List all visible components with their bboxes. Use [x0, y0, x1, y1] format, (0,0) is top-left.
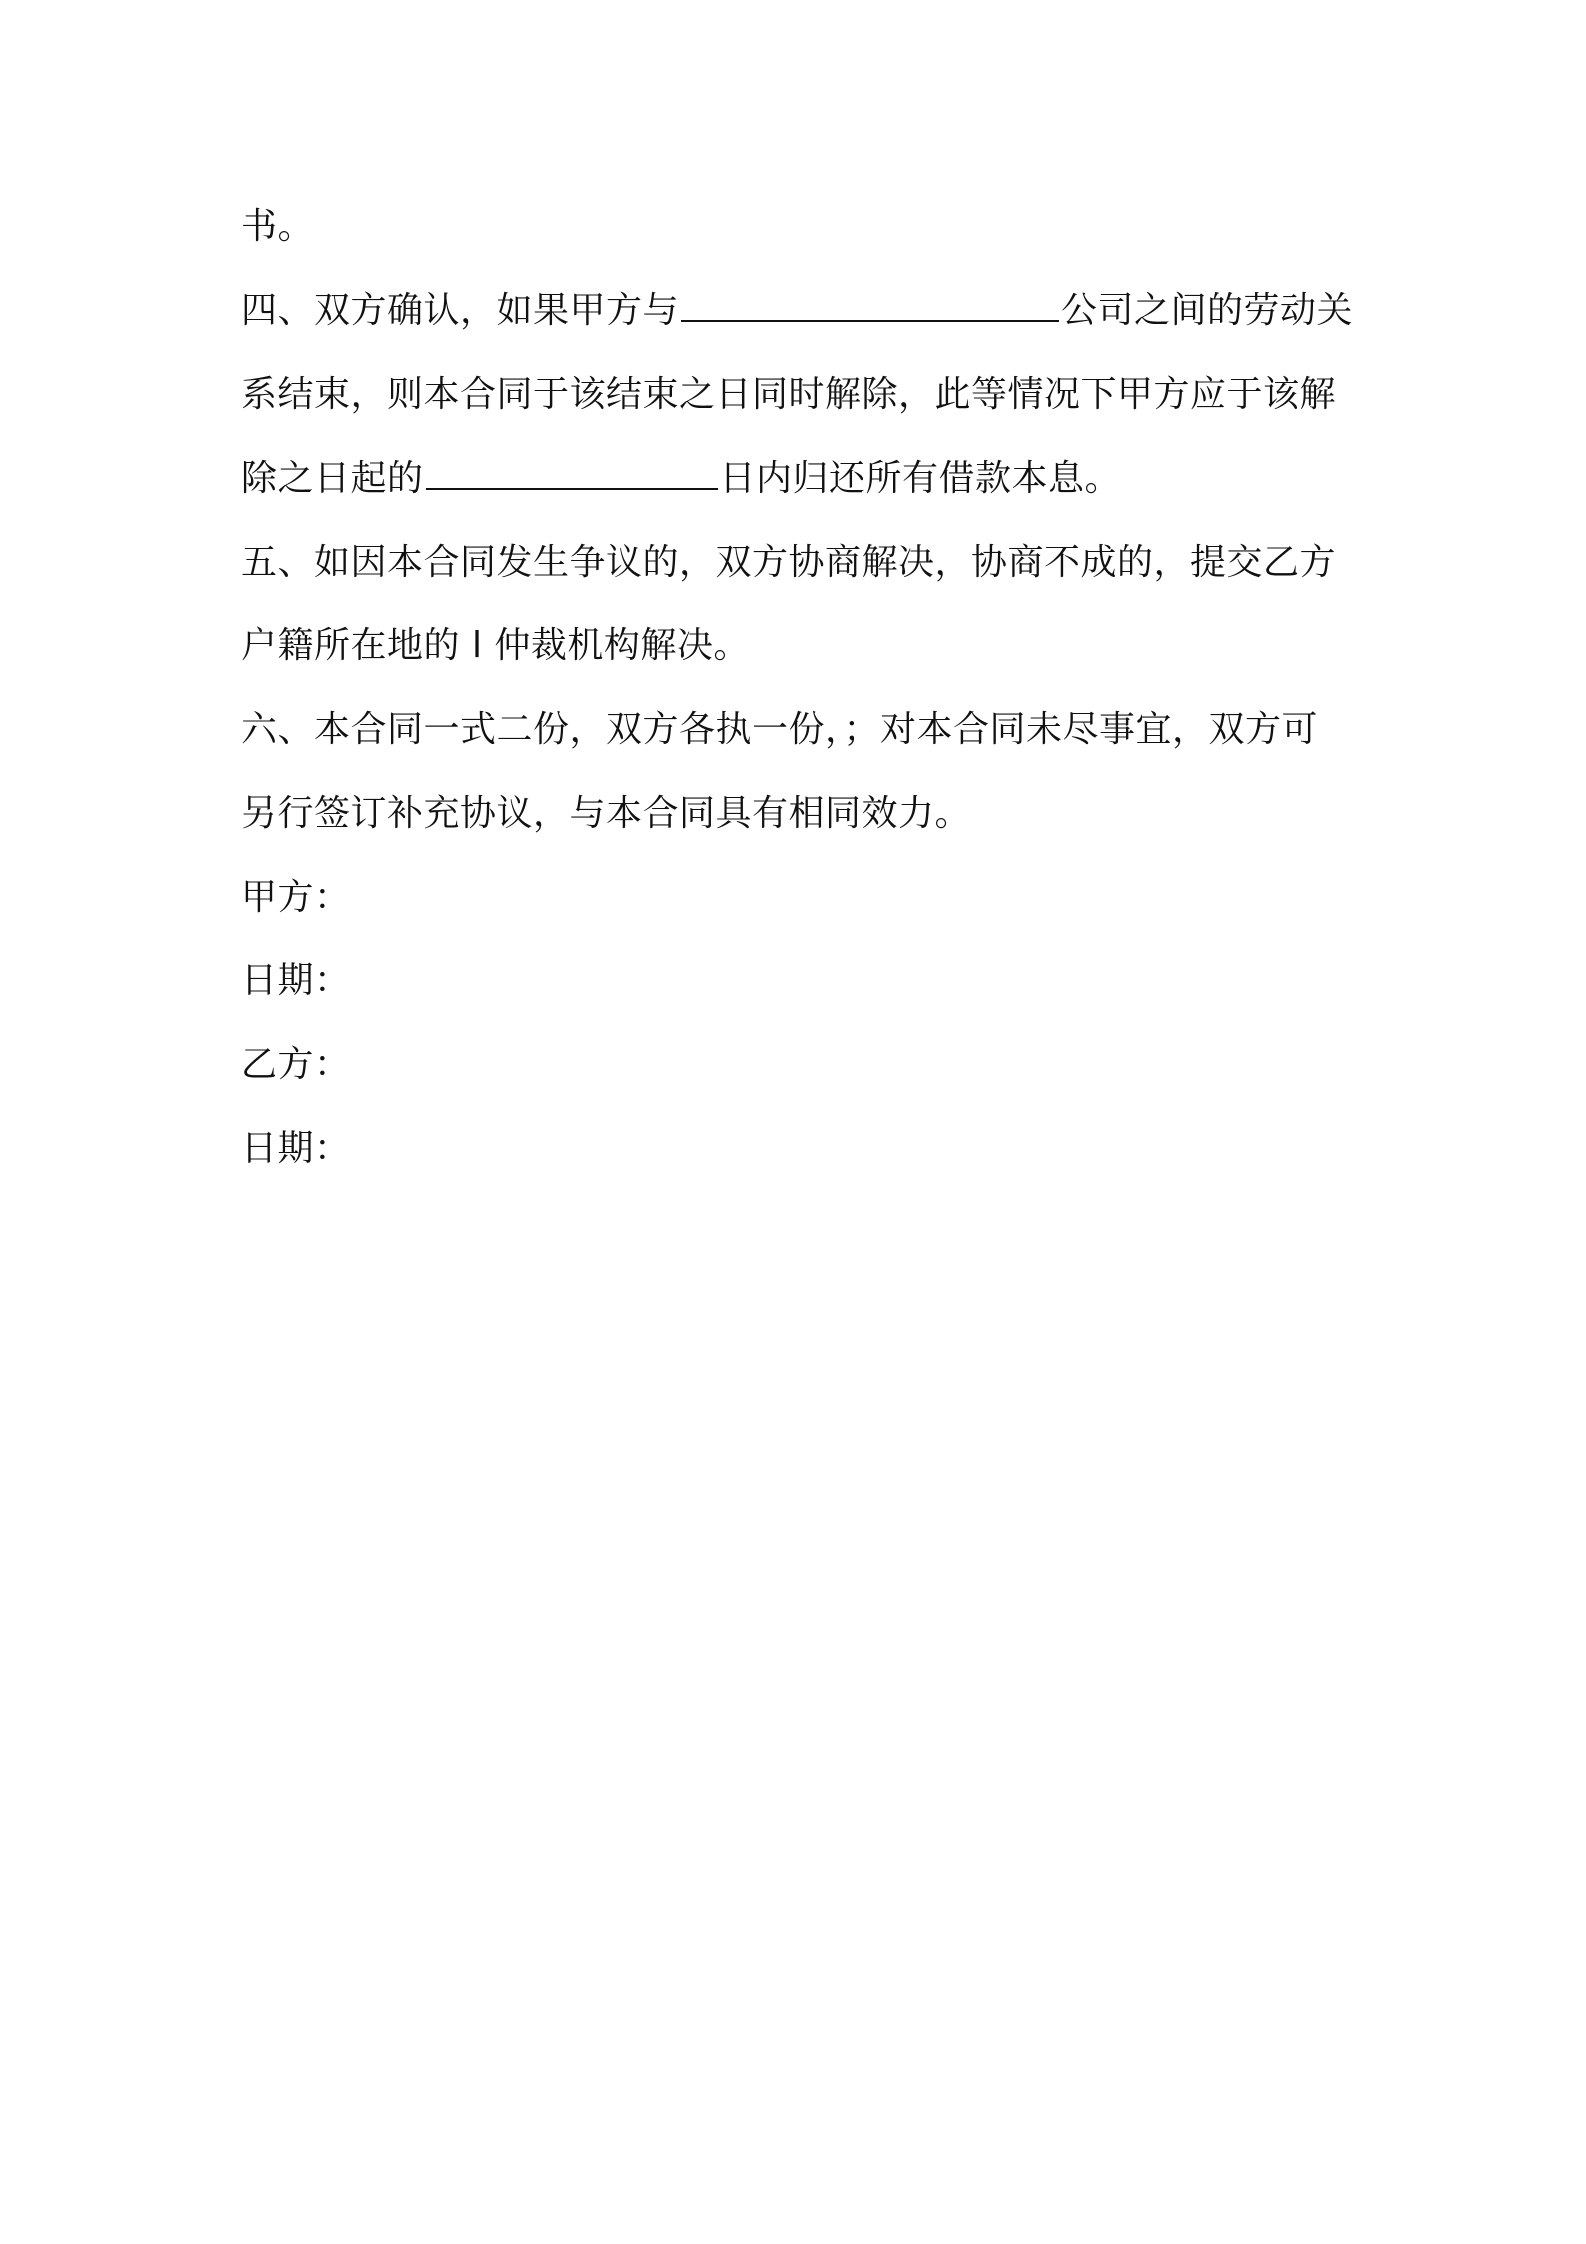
clause-four-line-2: [241, 373, 1336, 417]
line-text: 日内归还所有借款本息。: [719, 458, 1122, 499]
clause-six-line-2: [241, 792, 971, 836]
clause-six-line-1: [241, 708, 1318, 752]
line-text: 五、如因本合同发生争议的，双方协商解决，协商不成的，提交乙方: [241, 542, 1337, 583]
line-text: 公司之间的劳动关: [1061, 290, 1354, 331]
line-text: 六、本合同一式二份，双方各执一份，；对本合同未尽事宜，双方可: [241, 709, 1319, 750]
line-text: 除之日起的: [241, 458, 424, 499]
clause-five-line-1: [241, 541, 1336, 585]
text-line-1: [241, 205, 314, 249]
company-name-blank: [681, 290, 1059, 322]
line-text: 书。: [241, 206, 315, 247]
clause-four-line-3: [241, 457, 1121, 501]
clause-four-line-1: [241, 289, 1353, 333]
clause-five-line-2: [241, 624, 750, 668]
party-a-label: 甲方：: [241, 877, 351, 918]
date-a-label: 日期：: [241, 960, 351, 1001]
days-blank: [426, 458, 718, 490]
line-text: 系结束，则本合同于该结束之日同时解除，此等情况下甲方应于该解: [241, 374, 1337, 415]
party-b-label: 乙方：: [241, 1044, 351, 1085]
line-text: 四、双方确认，如果甲方与: [241, 290, 680, 331]
line-text: 户籍所在地的 l 仲裁机构解决。: [241, 625, 750, 666]
date-b-label: 日期：: [241, 1128, 351, 1169]
line-text: 另行签订补充协议，与本合同具有相同效力。: [241, 793, 972, 834]
